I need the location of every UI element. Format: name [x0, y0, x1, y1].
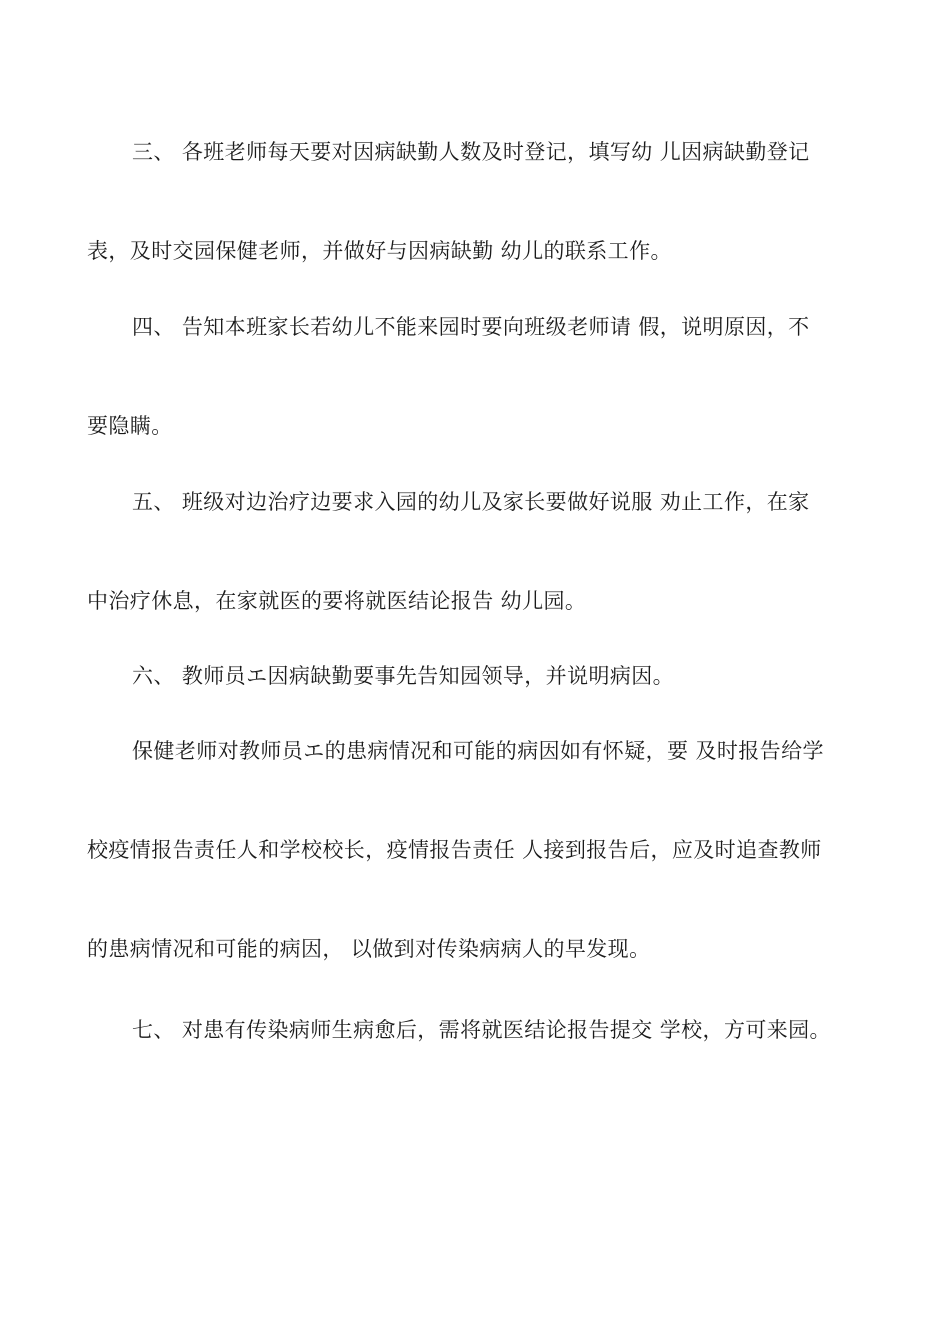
paragraph-3-line-2: 表，及时交园保健老师，并做好与因病缺勤 幼儿的联系工作。	[87, 239, 672, 263]
paragraph-health-line-2: 校疫情报告责任人和学校校长，疫情报告责任 人接到报告后，应及时追查教师	[87, 838, 822, 862]
paragraph-4-line-2: 要隐瞒。	[87, 414, 173, 438]
paragraph-5-line-2: 中治疗休息，在家就医的要将就医结论报告 幼儿园。	[87, 589, 587, 613]
paragraph-3-line-1: 三、 各班老师每天要对因病缺勤人数及时登记，填写幼 儿因病缺勤登记	[132, 140, 810, 164]
paragraph-health-line-1: 保健老师对教师员エ的患病情况和可能的病因如有怀疑，要 及时报告给学	[132, 739, 824, 763]
paragraph-6-line-1: 六、 教师员エ因病缺勤要事先告知园领导，并说明病因。	[132, 664, 675, 688]
paragraph-7-line-1: 七、 对患有传染病师生病愈后，需将就医结论报告提交 学校，方可来园。	[132, 1018, 831, 1042]
paragraph-health-line-3: 的患病情况和可能的病因， 以做到对传染病病人的早发现。	[87, 937, 651, 961]
paragraph-5-line-1: 五、 班级对边治疗边要求入园的幼儿及家长要做好说服 劝止工作，在家	[132, 490, 810, 514]
paragraph-4-line-1: 四、 告知本班家长若幼儿不能来园时要向班级老师请 假，说明原因，不	[132, 315, 810, 339]
